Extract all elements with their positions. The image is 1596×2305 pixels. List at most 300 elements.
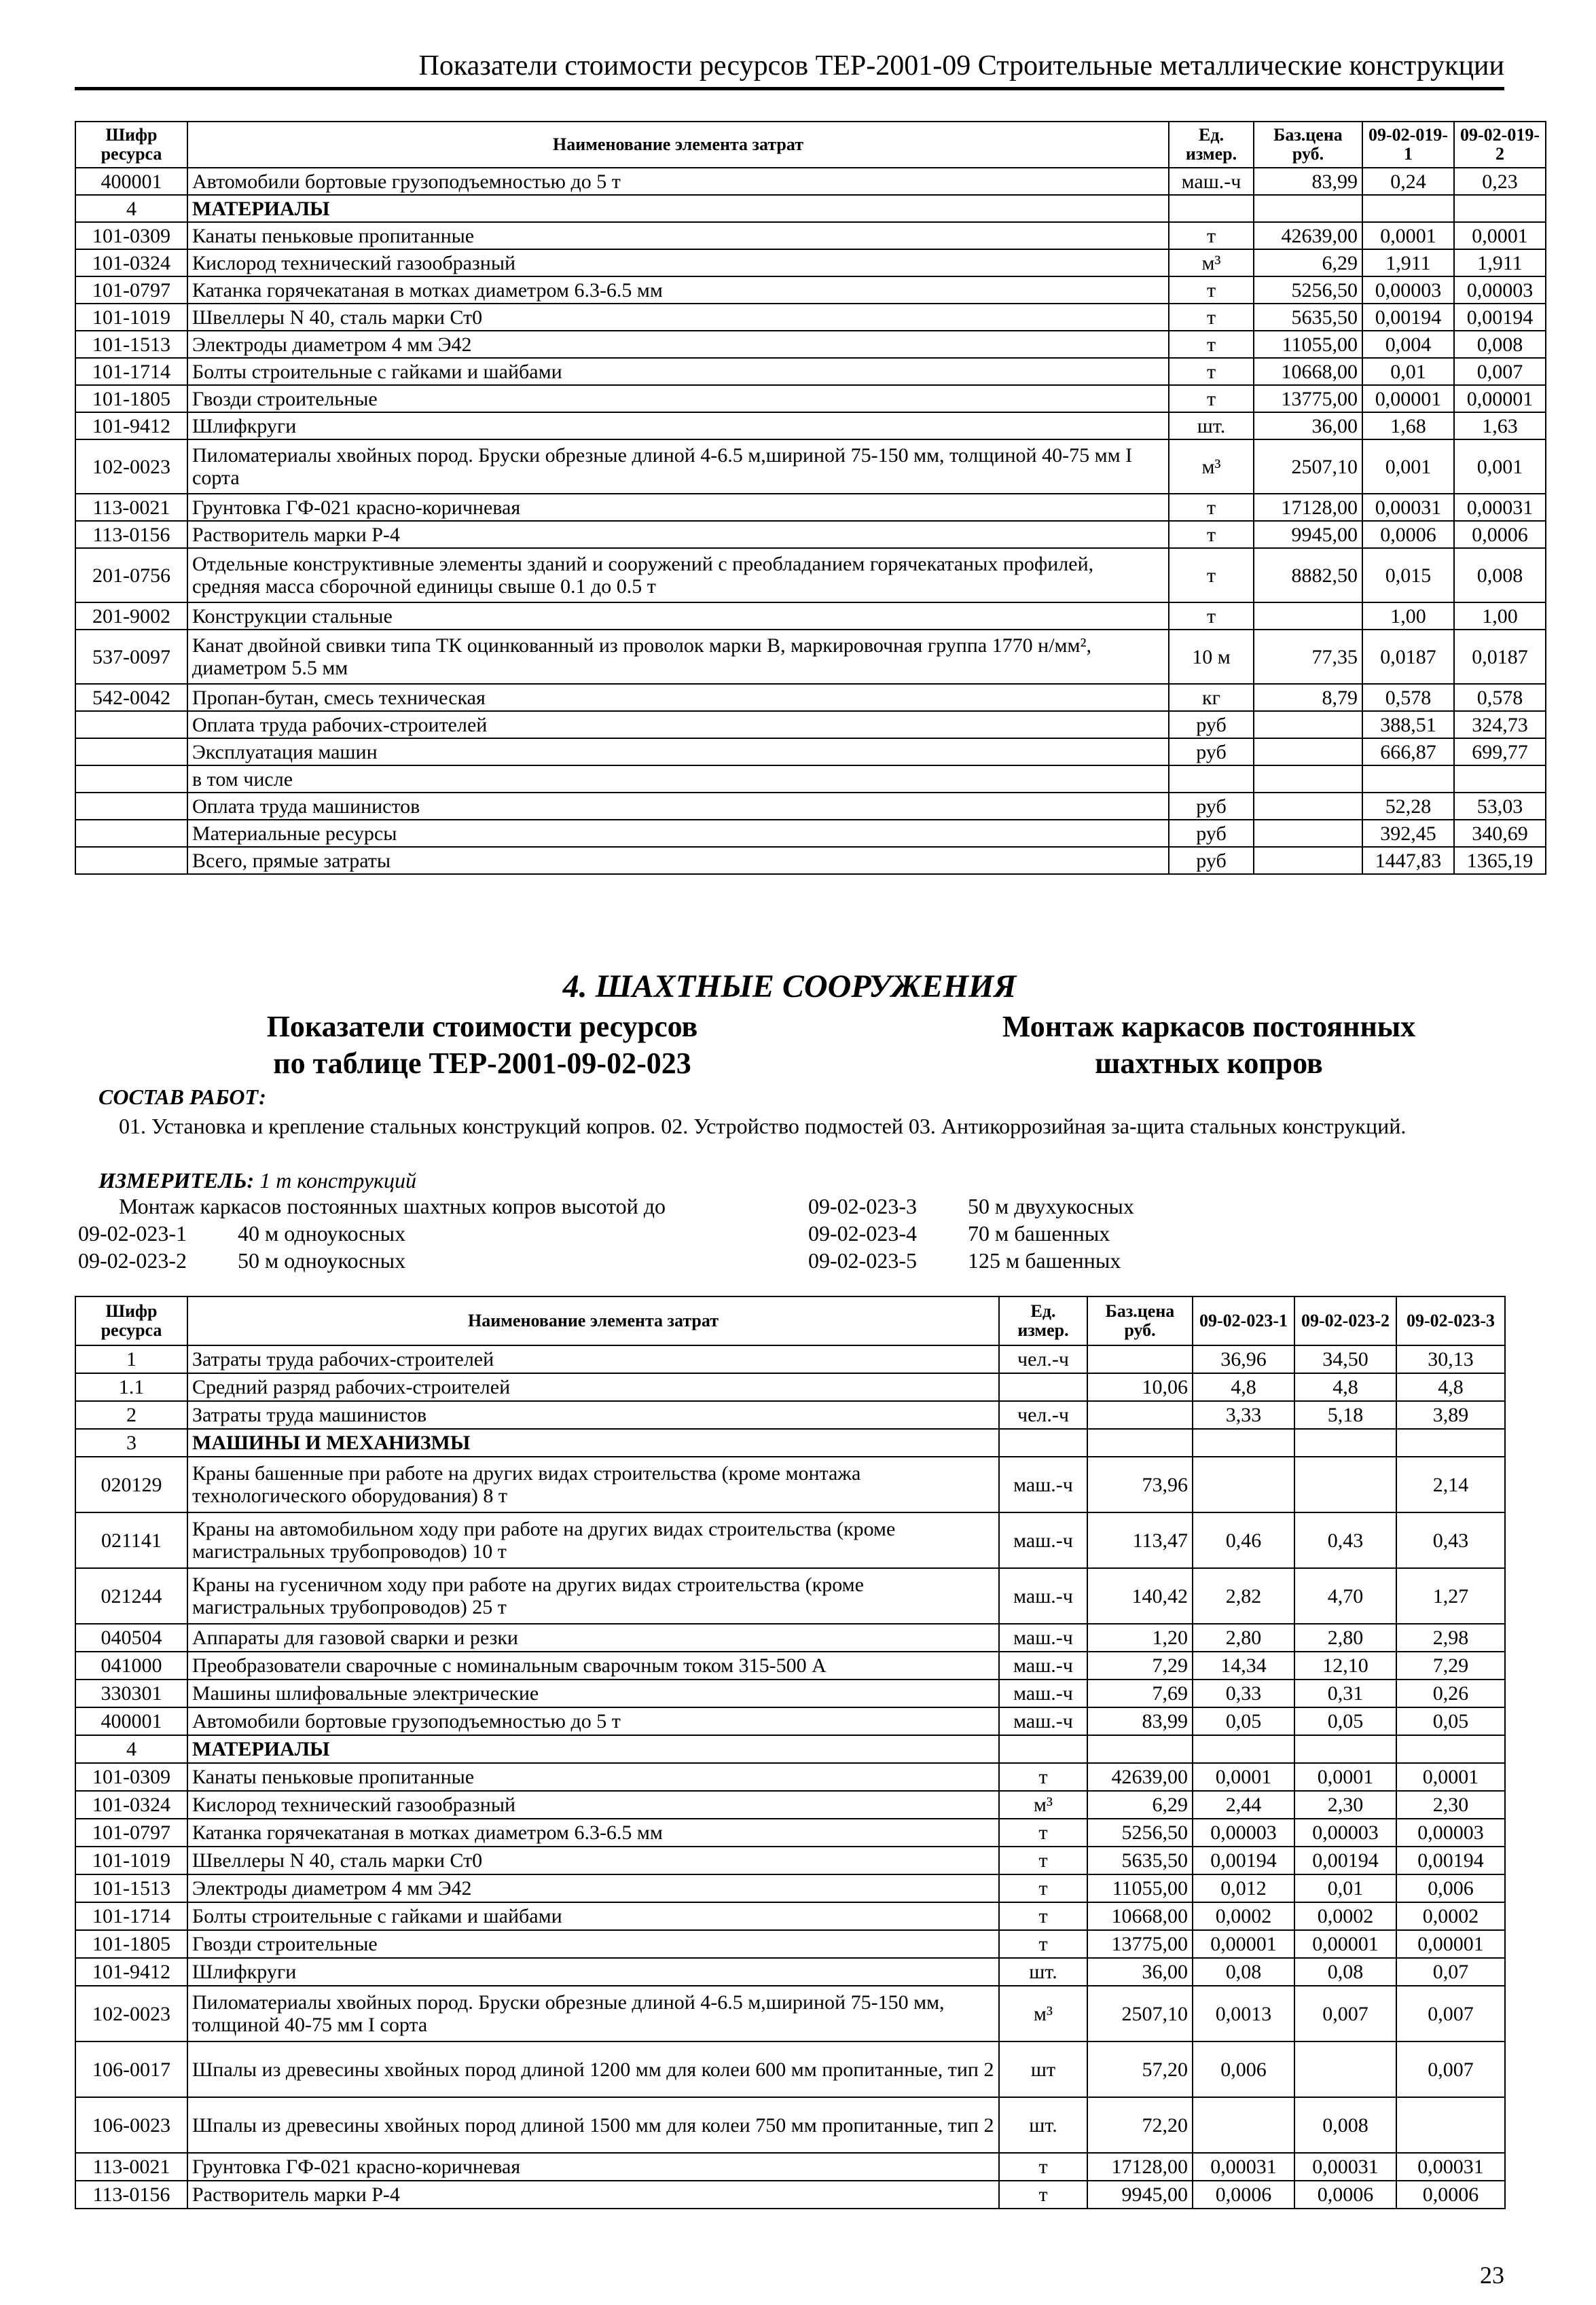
cell-value: 0,00194: [1454, 304, 1546, 331]
cell-value: 0,0002: [1294, 1902, 1396, 1930]
table-row: [75, 1373, 1505, 1401]
column-header: 09-02-023-3: [1396, 1296, 1505, 1345]
cell-unit: т: [1169, 548, 1254, 602]
cell-value: [1362, 195, 1454, 222]
table-row: [75, 1958, 1505, 1986]
cell-name: Материальные ресурсы: [187, 820, 1169, 847]
cell-value: 1365,19: [1454, 847, 1546, 874]
cell-value: 0,00001: [1362, 385, 1454, 412]
table-row: [75, 2181, 1505, 2209]
cell-value: [1193, 2097, 1294, 2153]
cell-value: 0,001: [1362, 439, 1454, 494]
cell-value: 0,00031: [1454, 494, 1546, 521]
running-header: Показатели стоимости ресурсов ТЕР-2001-09 Строительные металлические конструкции: [418, 50, 1504, 81]
cell-price: 10,06: [1087, 1373, 1193, 1401]
cell-unit: руб: [1169, 711, 1254, 738]
cell-value: 0,08: [1193, 1958, 1294, 1986]
cell-name: Пиломатериалы хвойных пород. Бруски обрезные длиной 4-6.5 м,шириной 75-150 мм, толщиной 40-75 мм I сорта: [187, 439, 1169, 494]
cell-value: 7,29: [1396, 1652, 1505, 1680]
cell-value: 0,00003: [1362, 276, 1454, 304]
cell-unit: [1169, 195, 1254, 222]
cell-code: 101-1513: [75, 331, 187, 358]
cell-value: 666,87: [1362, 738, 1454, 765]
column-header: Ед. измер.: [999, 1296, 1087, 1345]
cell-price: 11055,00: [1087, 1874, 1193, 1902]
cell-name: Оплата труда рабочих-строителей: [187, 711, 1169, 738]
cell-value: 1,63: [1454, 412, 1546, 439]
cell-name: в том числе: [187, 765, 1169, 793]
variant-text: 70 м башенных: [968, 1221, 1110, 1246]
cell-value: [1193, 1457, 1294, 1512]
cell-unit: м³: [999, 1986, 1087, 2041]
cell-value: 0,015: [1362, 548, 1454, 602]
cell-price: 13775,00: [1087, 1930, 1193, 1958]
cell-value: 12,10: [1294, 1652, 1396, 1680]
cell-value: 0,05: [1396, 1707, 1505, 1735]
section-title: 4. ШАХТНЫЕ СООРУЖЕНИЯ: [562, 968, 1017, 1004]
table-row: [75, 1735, 1505, 1763]
cell-value: 0,008: [1454, 548, 1546, 602]
cell-value: 3,89: [1396, 1401, 1505, 1429]
table-row: [75, 1819, 1505, 1847]
table-row: [75, 331, 1546, 358]
cell-name: Эксплуатация машин: [187, 738, 1169, 765]
cell-value: 0,012: [1193, 1874, 1294, 1902]
cell-unit: руб: [1169, 738, 1254, 765]
cell-value: 388,51: [1362, 711, 1454, 738]
cell-code: [75, 793, 187, 820]
table-row: [75, 1930, 1505, 1958]
table-row: [75, 1512, 1505, 1568]
cell-unit: м³: [1169, 439, 1254, 494]
cell-price: 73,96: [1087, 1457, 1193, 1512]
cell-price: 5635,50: [1254, 304, 1362, 331]
measure-label: ИЗМЕРИТЕЛЬ:: [98, 1168, 255, 1193]
cell-value: 0,43: [1294, 1512, 1396, 1568]
cell-price: 10668,00: [1087, 1902, 1193, 1930]
cell-name: Средний разряд рабочих-строителей: [187, 1373, 999, 1401]
table-row: [75, 2041, 1505, 2097]
cell-price: 72,20: [1087, 2097, 1193, 2153]
cell-unit: т: [1169, 385, 1254, 412]
cell-code: 201-0756: [75, 548, 187, 602]
cell-name: Пропан-бутан, смесь техническая: [187, 684, 1169, 711]
table-row: [75, 1624, 1505, 1652]
table-row: [75, 2153, 1505, 2181]
cell-value: 0,05: [1294, 1707, 1396, 1735]
cell-value: 1,00: [1362, 602, 1454, 630]
table-row: [75, 847, 1546, 874]
column-header: Баз.цена руб.: [1087, 1296, 1193, 1345]
cell-price: 9945,00: [1254, 521, 1362, 548]
cell-code: 113-0021: [75, 2153, 187, 2181]
table-row: [75, 1902, 1505, 1930]
column-header: Наименование элемента затрат: [187, 122, 1169, 168]
cell-value: 324,73: [1454, 711, 1546, 738]
table-row: [75, 1345, 1505, 1373]
cell-value: [1193, 1429, 1294, 1457]
cell-code: 101-1019: [75, 1847, 187, 1874]
table-row: [75, 494, 1546, 521]
table-row: [75, 793, 1546, 820]
cell-value: [1454, 765, 1546, 793]
cell-price: 77,35: [1254, 630, 1362, 684]
table-row: [75, 684, 1546, 711]
cell-name: Аппараты для газовой сварки и резки: [187, 1624, 999, 1652]
cell-value: [1193, 1735, 1294, 1763]
cell-price: 83,99: [1254, 168, 1362, 195]
cell-value: 0,33: [1193, 1680, 1294, 1707]
cell-value: 0,23: [1454, 168, 1546, 195]
header-rule: [75, 87, 1504, 90]
cell-value: 34,50: [1294, 1345, 1396, 1373]
cell-unit: т: [1169, 331, 1254, 358]
table-row: [75, 1457, 1505, 1512]
cell-price: [1254, 820, 1362, 847]
cell-code: 101-1714: [75, 1902, 187, 1930]
cell-value: 5,18: [1294, 1401, 1396, 1429]
cell-price: 6,29: [1254, 249, 1362, 276]
cell-price: [1254, 602, 1362, 630]
cell-price: [1254, 195, 1362, 222]
composition-label-text: СОСТАВ РАБОТ:: [98, 1085, 266, 1109]
cell-unit: м³: [1169, 249, 1254, 276]
variant-code: 09-02-023-5: [808, 1248, 917, 1273]
cell-value: [1396, 2097, 1505, 2153]
cell-price: [1254, 793, 1362, 820]
cell-price: 2507,10: [1087, 1986, 1193, 2041]
table-row: [75, 1568, 1505, 1624]
cell-name: Конструкции стальные: [187, 602, 1169, 630]
table-row: [75, 412, 1546, 439]
cell-code: 106-0017: [75, 2041, 187, 2097]
cell-unit: т: [999, 1874, 1087, 1902]
cell-name: Всего, прямые затраты: [187, 847, 1169, 874]
cell-value: 1,27: [1396, 1568, 1505, 1624]
cell-price: 83,99: [1087, 1707, 1193, 1735]
cell-unit: [999, 1373, 1087, 1401]
cell-value: 0,0001: [1396, 1763, 1505, 1791]
cell-price: 140,42: [1087, 1568, 1193, 1624]
cell-value: 0,006: [1193, 2041, 1294, 2097]
cell-name: Машины шлифовальные электрические: [187, 1680, 999, 1707]
table-caption: [224, 1009, 740, 1082]
cell-value: 0,46: [1193, 1512, 1294, 1568]
cell-unit: т: [1169, 358, 1254, 385]
cell-name: Катанка горячекатаная в мотках диаметром 6.3-6.5 мм: [187, 276, 1169, 304]
cell-price: [1254, 847, 1362, 874]
cell-code: 101-9412: [75, 1958, 187, 1986]
cell-code: [75, 711, 187, 738]
cell-price: 13775,00: [1254, 385, 1362, 412]
variant-code: 09-02-023-2: [78, 1248, 187, 1273]
cell-code: 1: [75, 1345, 187, 1373]
cell-unit: т: [999, 1763, 1087, 1791]
table-row: [75, 1847, 1505, 1874]
cell-price: [1254, 765, 1362, 793]
cell-price: 6,29: [1087, 1791, 1193, 1819]
cell-name: Канат двойной свивки типа ТК оцинкованный из проволок марки В, маркировочная группа 1770 н/мм², диаметром 5.5 мм: [187, 630, 1169, 684]
table-row: [75, 630, 1546, 684]
cell-value: 4,70: [1294, 1568, 1396, 1624]
cell-code: 201-9002: [75, 602, 187, 630]
cell-value: 0,00031: [1396, 2153, 1505, 2181]
cell-price: 42639,00: [1087, 1763, 1193, 1791]
cell-code: 2: [75, 1401, 187, 1429]
cell-unit: маш.-ч: [1169, 168, 1254, 195]
table-row: [75, 249, 1546, 276]
cell-value: [1294, 1457, 1396, 1512]
cell-name: Растворитель марки Р-4: [187, 521, 1169, 548]
cell-value: 0,0013: [1193, 1986, 1294, 2041]
cell-value: [1454, 195, 1546, 222]
cell-value: 0,08: [1294, 1958, 1396, 1986]
cell-unit: шт: [999, 2041, 1087, 2097]
cell-name: Шпалы из древесины хвойных пород длиной 1200 мм для колеи 600 мм пропитанные, тип 2: [187, 2041, 999, 2097]
cell-unit: руб: [1169, 820, 1254, 847]
cell-value: 0,00031: [1362, 494, 1454, 521]
cell-value: 1447,83: [1362, 847, 1454, 874]
table-row: [75, 521, 1546, 548]
cell-unit: т: [1169, 521, 1254, 548]
cell-unit: маш.-ч: [999, 1512, 1087, 1568]
variant-text: 40 м одноукосных: [238, 1221, 406, 1246]
cell-code: 106-0023: [75, 2097, 187, 2153]
cell-value: 0,05: [1193, 1707, 1294, 1735]
cell-value: 0,00003: [1193, 1819, 1294, 1847]
table-row: [75, 1707, 1505, 1735]
cell-name: Швеллеры N 40, сталь марки Ст0: [187, 1847, 999, 1874]
cell-value: 3,33: [1193, 1401, 1294, 1429]
cell-name: Кислород технический газообразный: [187, 249, 1169, 276]
cell-code: [75, 738, 187, 765]
cell-value: 0,00001: [1454, 385, 1546, 412]
cell-name: Отдельные конструктивные элементы зданий и сооружений с преобладанием горячекатаных профилей, средняя масса сборочной единицы свыше 0.1 до 0.5 т: [187, 548, 1169, 602]
cell-name: Шлифкруги: [187, 412, 1169, 439]
cell-price: 57,20: [1087, 2041, 1193, 2097]
table-row: [75, 1763, 1505, 1791]
cell-code: 330301: [75, 1680, 187, 1707]
cell-price: [1087, 1735, 1193, 1763]
cell-name: МАТЕРИАЛЫ: [187, 1735, 999, 1763]
cell-name: Краны башенные при работе на других видах строительства (кроме монтажа технологического оборудования) 8 т: [187, 1457, 999, 1512]
cell-value: 1,00: [1454, 602, 1546, 630]
column-header: 09-02-023-2: [1294, 1296, 1396, 1345]
cell-price: 5256,50: [1254, 276, 1362, 304]
table-row: [75, 1401, 1505, 1429]
cell-unit: т: [1169, 276, 1254, 304]
cell-code: 101-1513: [75, 1874, 187, 1902]
table-row: [75, 168, 1546, 195]
table-row: [75, 385, 1546, 412]
variant-text: 50 м двухукосных: [968, 1194, 1134, 1218]
table-row: [75, 765, 1546, 793]
cell-price: [1254, 711, 1362, 738]
cell-code: 101-1714: [75, 358, 187, 385]
cell-name: Затраты труда машинистов: [187, 1401, 999, 1429]
column-header: 09-02-019-1: [1362, 122, 1454, 168]
cell-value: 4,8: [1294, 1373, 1396, 1401]
cell-code: 021141: [75, 1512, 187, 1568]
work-caption-line: шахтных копров: [1095, 1047, 1323, 1080]
column-header: Ед. измер.: [1169, 122, 1254, 168]
cell-value: 0,0001: [1193, 1763, 1294, 1791]
variant-code: 09-02-023-1: [78, 1221, 187, 1246]
cell-value: 1,68: [1362, 412, 1454, 439]
cell-code: [75, 765, 187, 793]
variant-code: 09-02-023-4: [808, 1221, 917, 1246]
cell-value: 30,13: [1396, 1345, 1505, 1373]
table-row: [75, 439, 1546, 494]
cell-value: 0,0001: [1362, 222, 1454, 249]
cell-value: 0,26: [1396, 1680, 1505, 1707]
cell-value: [1396, 1735, 1505, 1763]
cell-value: 2,82: [1193, 1568, 1294, 1624]
cell-code: 400001: [75, 168, 187, 195]
cell-value: 0,0006: [1294, 2181, 1396, 2209]
cell-name: Катанка горячекатаная в мотках диаметром 6.3-6.5 мм: [187, 1819, 999, 1847]
cell-name: Гвозди строительные: [187, 1930, 999, 1958]
table-row: [75, 1680, 1505, 1707]
cell-price: 11055,00: [1254, 331, 1362, 358]
cell-value: 0,00001: [1396, 1930, 1505, 1958]
column-header: Баз.цена руб.: [1254, 122, 1362, 168]
cell-name: Затраты труда рабочих-строителей: [187, 1345, 999, 1373]
cell-price: 8882,50: [1254, 548, 1362, 602]
cell-value: 4,8: [1396, 1373, 1505, 1401]
cell-name: Канаты пеньковые пропитанные: [187, 222, 1169, 249]
cell-value: 0,43: [1396, 1512, 1505, 1568]
cell-value: 0,01: [1362, 358, 1454, 385]
cell-value: 0,07: [1396, 1958, 1505, 1986]
variant-code: 09-02-023-3: [808, 1194, 917, 1218]
table-row: [75, 548, 1546, 602]
column-header: 09-02-019-2: [1454, 122, 1546, 168]
cell-code: 102-0023: [75, 1986, 187, 2041]
cell-value: 0,0006: [1396, 2181, 1505, 2209]
cell-price: 5635,50: [1087, 1847, 1193, 1874]
cell-value: 0,00194: [1362, 304, 1454, 331]
cell-unit: т: [1169, 494, 1254, 521]
cell-value: 0,0187: [1362, 630, 1454, 684]
cell-code: 101-0309: [75, 222, 187, 249]
cell-unit: маш.-ч: [999, 1457, 1087, 1512]
cell-value: 0,00001: [1193, 1930, 1294, 1958]
cell-price: 42639,00: [1254, 222, 1362, 249]
cell-unit: маш.-ч: [999, 1707, 1087, 1735]
cell-unit: т: [1169, 602, 1254, 630]
cell-value: 0,001: [1454, 439, 1546, 494]
cell-value: 699,77: [1454, 738, 1546, 765]
table-header-row: [75, 122, 1546, 168]
cell-name: Кислород технический газообразный: [187, 1791, 999, 1819]
table-row: [75, 711, 1546, 738]
cell-price: [1087, 1401, 1193, 1429]
cell-value: [1396, 1429, 1505, 1457]
cell-value: 53,03: [1454, 793, 1546, 820]
measure-value: 1 т конструкций: [259, 1168, 416, 1193]
cell-price: 17128,00: [1087, 2153, 1193, 2181]
column-header: 09-02-023-1: [1193, 1296, 1294, 1345]
cell-unit: т: [999, 1902, 1087, 1930]
cell-name: Шпалы из древесины хвойных пород длиной 1500 мм для колеи 750 мм пропитанные, тип 2: [187, 2097, 999, 2153]
cell-value: 0,008: [1454, 331, 1546, 358]
cell-code: 041000: [75, 1652, 187, 1680]
cell-unit: шт.: [999, 2097, 1087, 2153]
cell-name: Болты строительные с гайками и шайбами: [187, 358, 1169, 385]
composition-text: 01. Установка и крепление стальных конструкций копров. 02. Устройство подмостей 03. Антикоррозийная за-щита стальных конструкций.: [119, 1114, 1407, 1138]
cell-name: Электроды диаметром 4 мм Э42: [187, 331, 1169, 358]
table-row: [75, 602, 1546, 630]
cell-value: 0,0001: [1454, 222, 1546, 249]
table-row: [75, 738, 1546, 765]
cell-unit: шт.: [1169, 412, 1254, 439]
cell-unit: м³: [999, 1791, 1087, 1819]
cell-unit: т: [999, 1930, 1087, 1958]
cell-value: 2,44: [1193, 1791, 1294, 1819]
table-row: [75, 358, 1546, 385]
cell-value: 0,00001: [1294, 1930, 1396, 1958]
cell-price: 1,20: [1087, 1624, 1193, 1652]
cell-value: 0,007: [1396, 2041, 1505, 2097]
cell-price: 7,69: [1087, 1680, 1193, 1707]
cell-code: 400001: [75, 1707, 187, 1735]
cell-value: 52,28: [1362, 793, 1454, 820]
cell-unit: т: [1169, 304, 1254, 331]
cell-name: Канаты пеньковые пропитанные: [187, 1763, 999, 1791]
cell-value: 0,008: [1294, 2097, 1396, 2153]
cell-value: 36,96: [1193, 1345, 1294, 1373]
table-row: [75, 195, 1546, 222]
cell-value: 0,00194: [1396, 1847, 1505, 1874]
cell-price: [1087, 1429, 1193, 1457]
cell-value: 0,00194: [1294, 1847, 1396, 1874]
cell-unit: [999, 1429, 1087, 1457]
cell-code: 113-0156: [75, 521, 187, 548]
column-header: Наименование элемента затрат: [187, 1296, 999, 1345]
cell-value: 14,34: [1193, 1652, 1294, 1680]
cell-unit: [999, 1735, 1087, 1763]
cell-price: 17128,00: [1254, 494, 1362, 521]
cell-code: 020129: [75, 1457, 187, 1512]
table-header-row: [75, 1296, 1505, 1345]
variant-text: 50 м одноукосных: [238, 1248, 406, 1273]
column-header: Шифр ресурса: [75, 1296, 187, 1345]
cell-unit: т: [999, 1847, 1087, 1874]
cell-unit: т: [999, 1819, 1087, 1847]
cell-value: 0,007: [1294, 1986, 1396, 2041]
cell-price: [1254, 738, 1362, 765]
cell-name: Краны на гусеничном ходу при работе на других видах строительства (кроме магистральных трубопроводов) 25 т: [187, 1568, 999, 1624]
cell-value: [1294, 1735, 1396, 1763]
cell-value: 1,911: [1362, 249, 1454, 276]
cell-unit: кг: [1169, 684, 1254, 711]
cell-code: [75, 847, 187, 874]
cell-value: 0,007: [1396, 1986, 1505, 2041]
cell-value: 0,01: [1294, 1874, 1396, 1902]
cell-value: 0,24: [1362, 168, 1454, 195]
cell-unit: шт.: [999, 1958, 1087, 1986]
cell-name: МАТЕРИАЛЫ: [187, 195, 1169, 222]
table-caption-line: по таблице ТЕР-2001-09-02-023: [273, 1047, 691, 1080]
cell-unit: [1169, 765, 1254, 793]
cell-name: Гвозди строительные: [187, 385, 1169, 412]
cell-value: 0,007: [1454, 358, 1546, 385]
cell-unit: чел.-ч: [999, 1345, 1087, 1373]
cell-name: Пиломатериалы хвойных пород. Бруски обрезные длиной 4-6.5 м,шириной 75-150 мм, толщиной 40-75 мм I сорта: [187, 1986, 999, 2041]
table-row: [75, 820, 1546, 847]
cell-value: 2,80: [1193, 1624, 1294, 1652]
